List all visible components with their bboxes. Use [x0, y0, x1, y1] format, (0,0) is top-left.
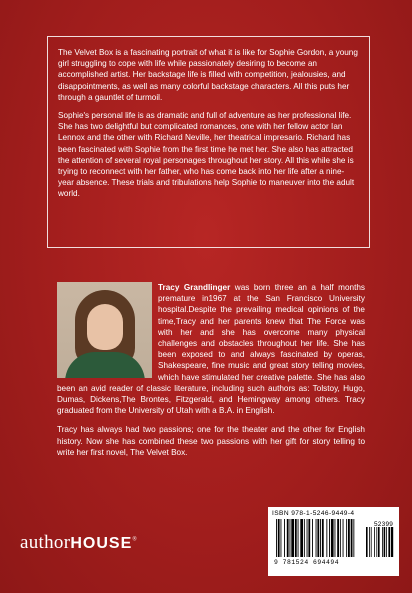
barcode-bar [335, 519, 336, 557]
barcode-bar [278, 519, 280, 557]
barcode-bar [378, 527, 380, 557]
barcode-bar [300, 519, 303, 557]
barcode-bar [291, 519, 294, 557]
barcode-bar [391, 527, 393, 557]
barcode-bar [340, 519, 341, 557]
author-photo [57, 282, 152, 378]
barcode-bar [384, 527, 386, 557]
barcode-bar [376, 527, 377, 557]
barcode-bar [304, 519, 305, 557]
barcode-bar [388, 527, 390, 557]
barcode-bar [281, 519, 282, 557]
barcode-bar [295, 519, 297, 557]
barcode-bar [322, 519, 324, 557]
author-bio-2: Tracy has always had two passions; one for the theater and the other for English history. Now she has combined these two passions with her gift for story telling to write her first novel, The Velvet Box. [57, 425, 365, 457]
barcode-bar [317, 519, 319, 557]
barcode [272, 519, 395, 565]
barcode-bar [284, 519, 285, 557]
barcode-bar [290, 519, 291, 557]
barcode-bar [374, 527, 375, 557]
logo-registered-mark: ® [132, 536, 138, 543]
barcode-bar [320, 519, 321, 557]
isbn-label: ISBN [272, 510, 289, 517]
barcode-bar [369, 527, 370, 557]
logo-caps: HOUSE [70, 535, 133, 552]
author-section [57, 282, 365, 458]
photo-face [87, 304, 123, 350]
author-name: Tracy Grandlinger [158, 283, 231, 292]
barcode-bar [331, 519, 334, 557]
barcode-bar [343, 519, 344, 557]
author-bio-text: was born three an a half months premature in1967 at the San Francisco University hospital.Despite the prevailing medical opinions of the time,Tracy and her parents knew that The Force was with her and she has overcome many physical challenges and obstacles throughout her life. She has been exposed to and always fascinated by operas, Shakespeare, fine music and great story telling movies, which have stimulated her creative palette. She has also been an avid reader of classic literature, including such authors as: Tolstoy, Hugo, Dumas, Dickens,The Brontes, Fitzgerald, and Hemingway among others. Tracy graduated from the University of Utah with a B.A. in English. [57, 283, 366, 416]
barcode-box [268, 507, 399, 576]
barcode-bar [316, 519, 317, 557]
barcode-bar [353, 519, 354, 557]
logo-prefix: author [20, 532, 71, 553]
barcode-bar [382, 527, 383, 557]
synopsis-paragraph-1: The Velvet Box is a fascinating portrait of what it is like for Sophie Gordon, a young girl struggling to cope with life while passionately desiring to become an accomplished artist. Her backstage life is filled with competition, jealousies, and disappointments, as well as many colorful backstage characters. All this puts her through a gauntlet of turmoil. [58, 48, 358, 102]
synopsis-box [47, 36, 370, 248]
barcode-digits: 9 781524 694494 [274, 559, 340, 566]
barcode-bar [307, 519, 308, 557]
isbn-line [272, 510, 395, 517]
barcode-bar [276, 519, 277, 557]
barcode-bar [351, 519, 353, 557]
barcode-bar [298, 519, 299, 557]
barcode-bar [329, 519, 330, 557]
barcode-bar [308, 519, 310, 557]
price-code: 52399 [373, 521, 393, 528]
barcode-bar [386, 527, 387, 557]
barcode-bar [337, 519, 339, 557]
barcode-bar [348, 519, 350, 557]
barcode-bar [371, 527, 372, 557]
synopsis-paragraph-2: Sophie's personal life is as dramatic and full of adventure as her professional life. She has two delightful but complicated romances, one with her fellow actor Ian Lennox and the other with Richard Neville, her theatrical impresario. Richard has been fascinated with Sophie from the first time he met her. She also has attracted the attention of several royal personages throughout her story. All this while she is trying to reconnect with her father, who has come back into her life after a nine-year absence. These trials and tribulations help Sophie to maneuver into the adult world. [58, 111, 355, 199]
isbn-number: 978-1-5246-9449-4 [291, 510, 355, 517]
publisher-logo [20, 532, 137, 554]
barcode-bar [326, 519, 327, 557]
barcode-bar [346, 519, 347, 557]
barcode-bar [287, 519, 289, 557]
barcode-bar [366, 527, 368, 557]
barcode-bar [312, 519, 313, 557]
